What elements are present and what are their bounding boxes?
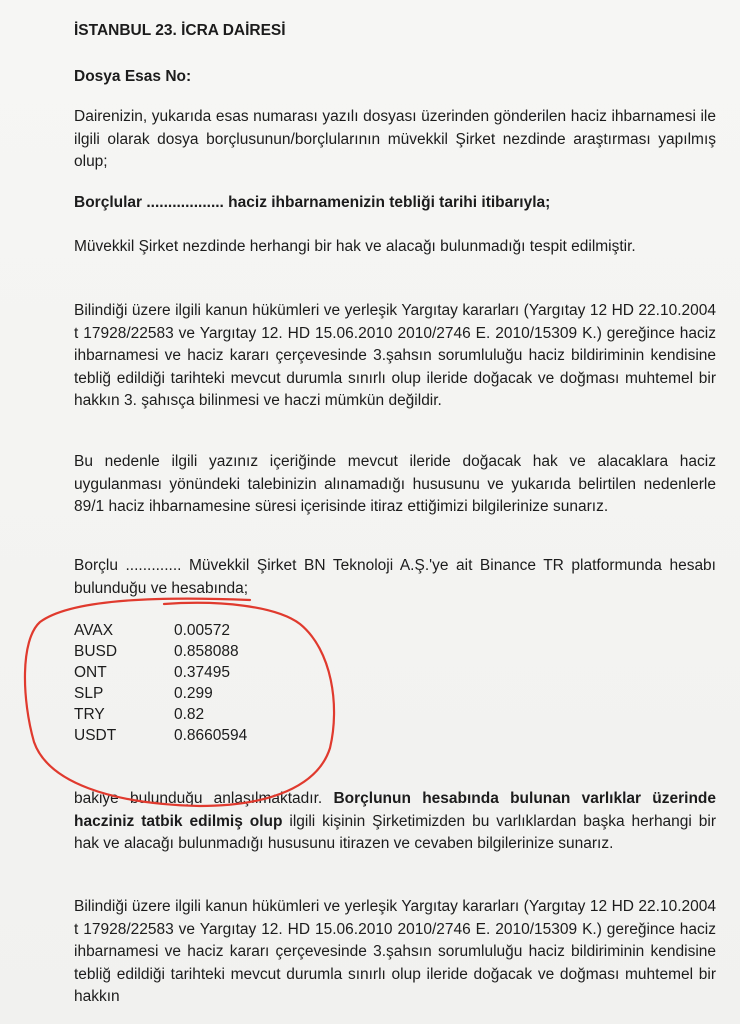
asset-value: 0.82 (174, 706, 205, 723)
file-number-label: Dosya Esas No: (74, 68, 192, 85)
paragraph-legal-basis-repeat: Bilindiği üzere ilgili kanun hükümleri ve yerleşik Yargıtay kararları (Yargıtay 12 HD 22.10.2004 t 17928/22583 ve Yargıtay 12. HD 15.06.2010 2010/2746 E. 2010/15309 K.) gereğince haciz ihbarnamesi ve haciz kararı çerçevesinde 3.şahsın sorumluluğu haciz bildiriminin kendisine tebliğ edildiği tarihteki mevcut durumla sınırlı olup ileride doğacak ve doğması muhtemel bir hakkın (74, 898, 716, 1005)
balance-statement-bold: Borçlunun hesabında bulunan varlıklar üzerinde hacziniz tatbik edilmiş olup (74, 790, 716, 830)
asset-value: 0.858088 (174, 643, 239, 660)
asset-name: SLP (74, 685, 104, 702)
paragraph-intro: Dairenizin, yukarıda esas numarası yazılı dosyası üzerinden gönderilen haciz ihbarnamesi ile ilgili olarak dosya borçlusunun/borçlularının müvekkil Şirket nezdinde araştırması yapılmış olup; (74, 108, 716, 170)
asset-name: TRY (74, 706, 105, 723)
paragraph-balance-statement (74, 788, 716, 856)
asset-balance-list (74, 620, 334, 746)
asset-row (74, 620, 334, 641)
paragraph-no-claim: Müvekkil Şirket nezdinde herhangi bir hak ve alacağı bulunmadığı tespit edilmiştir. (74, 238, 636, 255)
asset-row (74, 725, 334, 746)
asset-name: BUSD (74, 643, 118, 660)
paragraph-objection: Bu nedenle ilgili yazınız içeriğinde mevcut ileride doğacak hak ve alacaklara haciz uygulanması yönündeki talebinizin alınamadığı hususunu ve yukarıda belirtilen nedenlerle 89/1 haciz ihbarnamesine süresi içerisinde itiraz ettiğimizi bilgilerinize sunarız. (74, 453, 716, 515)
balance-statement-start: bakiye bulunduğu anlaşılmaktadır. (74, 790, 323, 807)
asset-row (74, 704, 334, 725)
asset-row (74, 662, 334, 683)
paragraph-debtors-heading: Borçlular .................. haciz ihbarnamenizin tebliği tarihi itibarıyla; (74, 194, 551, 211)
office-title: İSTANBUL 23. İCRA DAİRESİ (74, 22, 286, 39)
asset-value: 0.00572 (174, 622, 231, 639)
paragraph-debtor-account: Borçlu ............. Müvekkil Şirket BN Teknoloji A.Ş.'ye ait Binance TR platformunda hesabı bulunduğu ve hesabında; (74, 557, 716, 597)
asset-name: USDT (74, 727, 117, 744)
asset-name: ONT (74, 664, 107, 681)
asset-name: AVAX (74, 622, 114, 639)
asset-value: 0.37495 (174, 664, 231, 681)
asset-row (74, 683, 334, 704)
asset-row (74, 641, 334, 662)
paragraph-legal-basis: Bilindiği üzere ilgili kanun hükümleri ve yerleşik Yargıtay kararları (Yargıtay 12 HD 22.10.2004 t 17928/22583 ve Yargıtay 12. HD 15.06.2010 2010/2746 E. 2010/15309 K.) gereğince haciz ihbarnamesi ve haciz kararı çerçevesinde 3.şahsın sorumluluğu haciz bildiriminin kendisine tebliğ edildiği tarihteki mevcut durumla sınırlı olup ileride doğacak ve doğması muhtemel bir hakkın 3. şahısça bilinmesi ve haczi mümkün değildir. (74, 302, 716, 409)
balance-statement-end: ilgili kişinin Şirketimizden bu varlıklardan başka herhangi bir hak ve alacağı bulunmadığı hususunu itirazen ve cevaben bilgilerinize sunarız. (74, 812, 717, 852)
asset-value: 0.299 (174, 685, 213, 702)
asset-value: 0.8660594 (174, 727, 248, 744)
